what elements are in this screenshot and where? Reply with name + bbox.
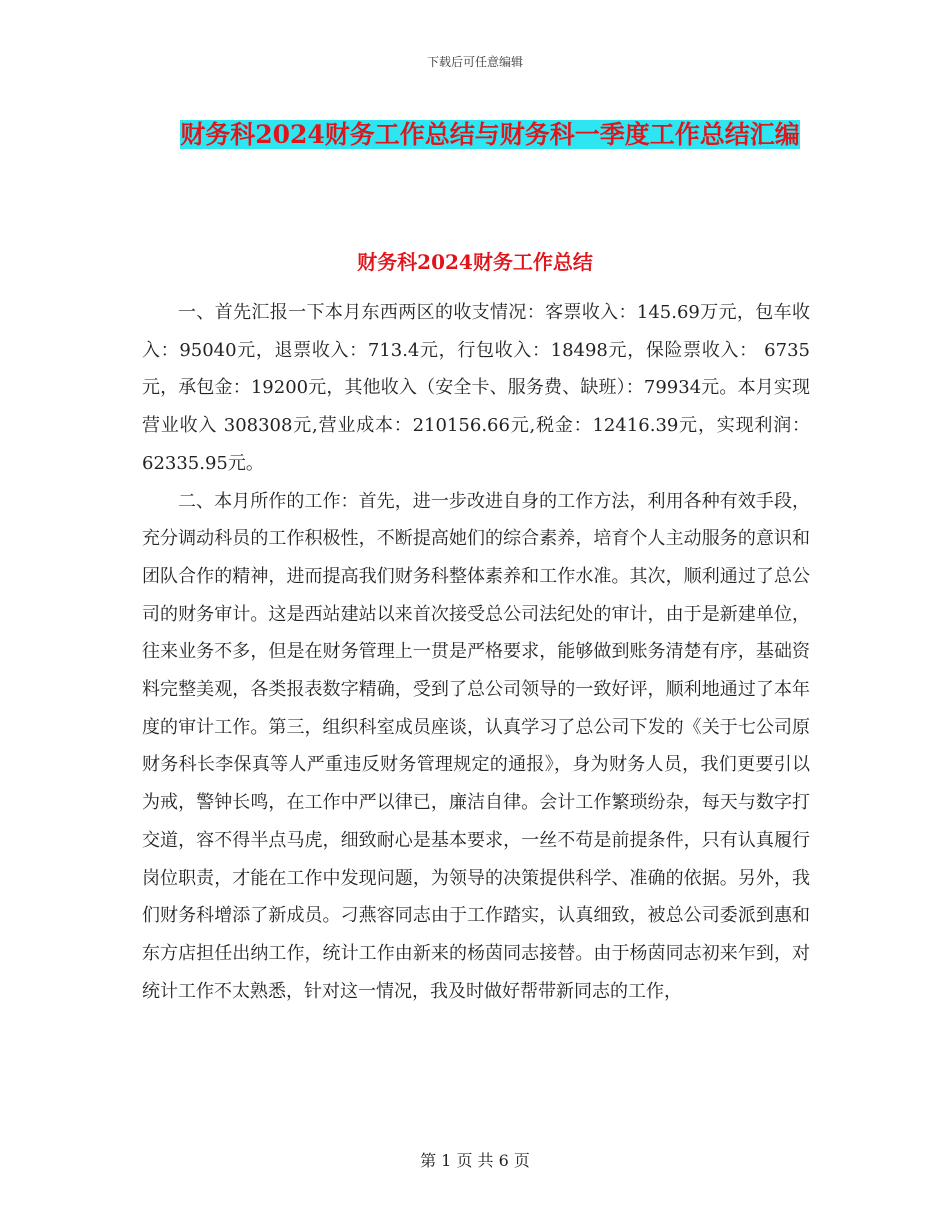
- paragraph-2: 二、本月所作的工作：首先，进一步改进自身的工作方法，利用各种有效手段，充分调动科员的工作积极性，不断提高她们的综合素养，培育个人主动服务的意识和团队合作的精神，进而提高我们财务科整体素养和工作水准。其次，顺利通过了总公司的财务审计。这是西站建站以来首次接受总公司法纪处的审计，由于是新建单位，往来业务不多，但是在财务管理上一贯是严格要求，能够做到账务清楚有序，基础资料完整美观，各类报表数字精确，受到了总公司领导的一致好评，顺利地通过了本年度的审计工作。第三，组织科室成员座谈，认真学习了总公司下发的《关于七公司原财务科长李保真等人严重违反财务管理规定的通报》，身为财务人员，我们更要引以为戒，警钟长鸣，在工作中严以律已，廉洁自律。会计工作繁琐纷杂，每天与数字打交道，容不得半点马虎，细致耐心是基本要求，一丝不苟是前提条件，只有认真履行岗位职责，才能在工作中发现问题，为领导的决策提供科学、准确的依据。另外，我们财务科增添了新成员。刁燕容同志由于工作踏实，认真细致，被总公司委派到惠和东方店担任出纳工作，统计工作由新来的杨茵同志接替。由于杨茵同志初来乍到，对统计工作不太熟悉，针对这一情况，我及时做好帮带新同志的工作，: [142, 490, 810, 1002]
- page-number: 第 1 页 共 6 页: [420, 1151, 530, 1170]
- paragraph-1: 一、首先汇报一下本月东西两区的收支情况：客票收入：145.69万元，包车收入：95040元，退票收入：713.4元，行包收入：18498元，保险票收入： 6735元，承包金：19200元，其他收入（安全卡、服务费、缺班）：79934元。本月实现营业收入 308308元,营业成本：210156.66元,税金：12416.39元，实现利润：62335.95元。: [142, 302, 810, 474]
- section-title: 财务科2024财务工作总结: [357, 250, 593, 274]
- document-title: [150, 112, 830, 158]
- header-note: 下载后可任意编辑: [426, 55, 523, 69]
- body-text: [142, 294, 810, 1010]
- document-title-text: 财务科2024财务工作总结与财务科一季度工作总结汇编: [180, 120, 800, 149]
